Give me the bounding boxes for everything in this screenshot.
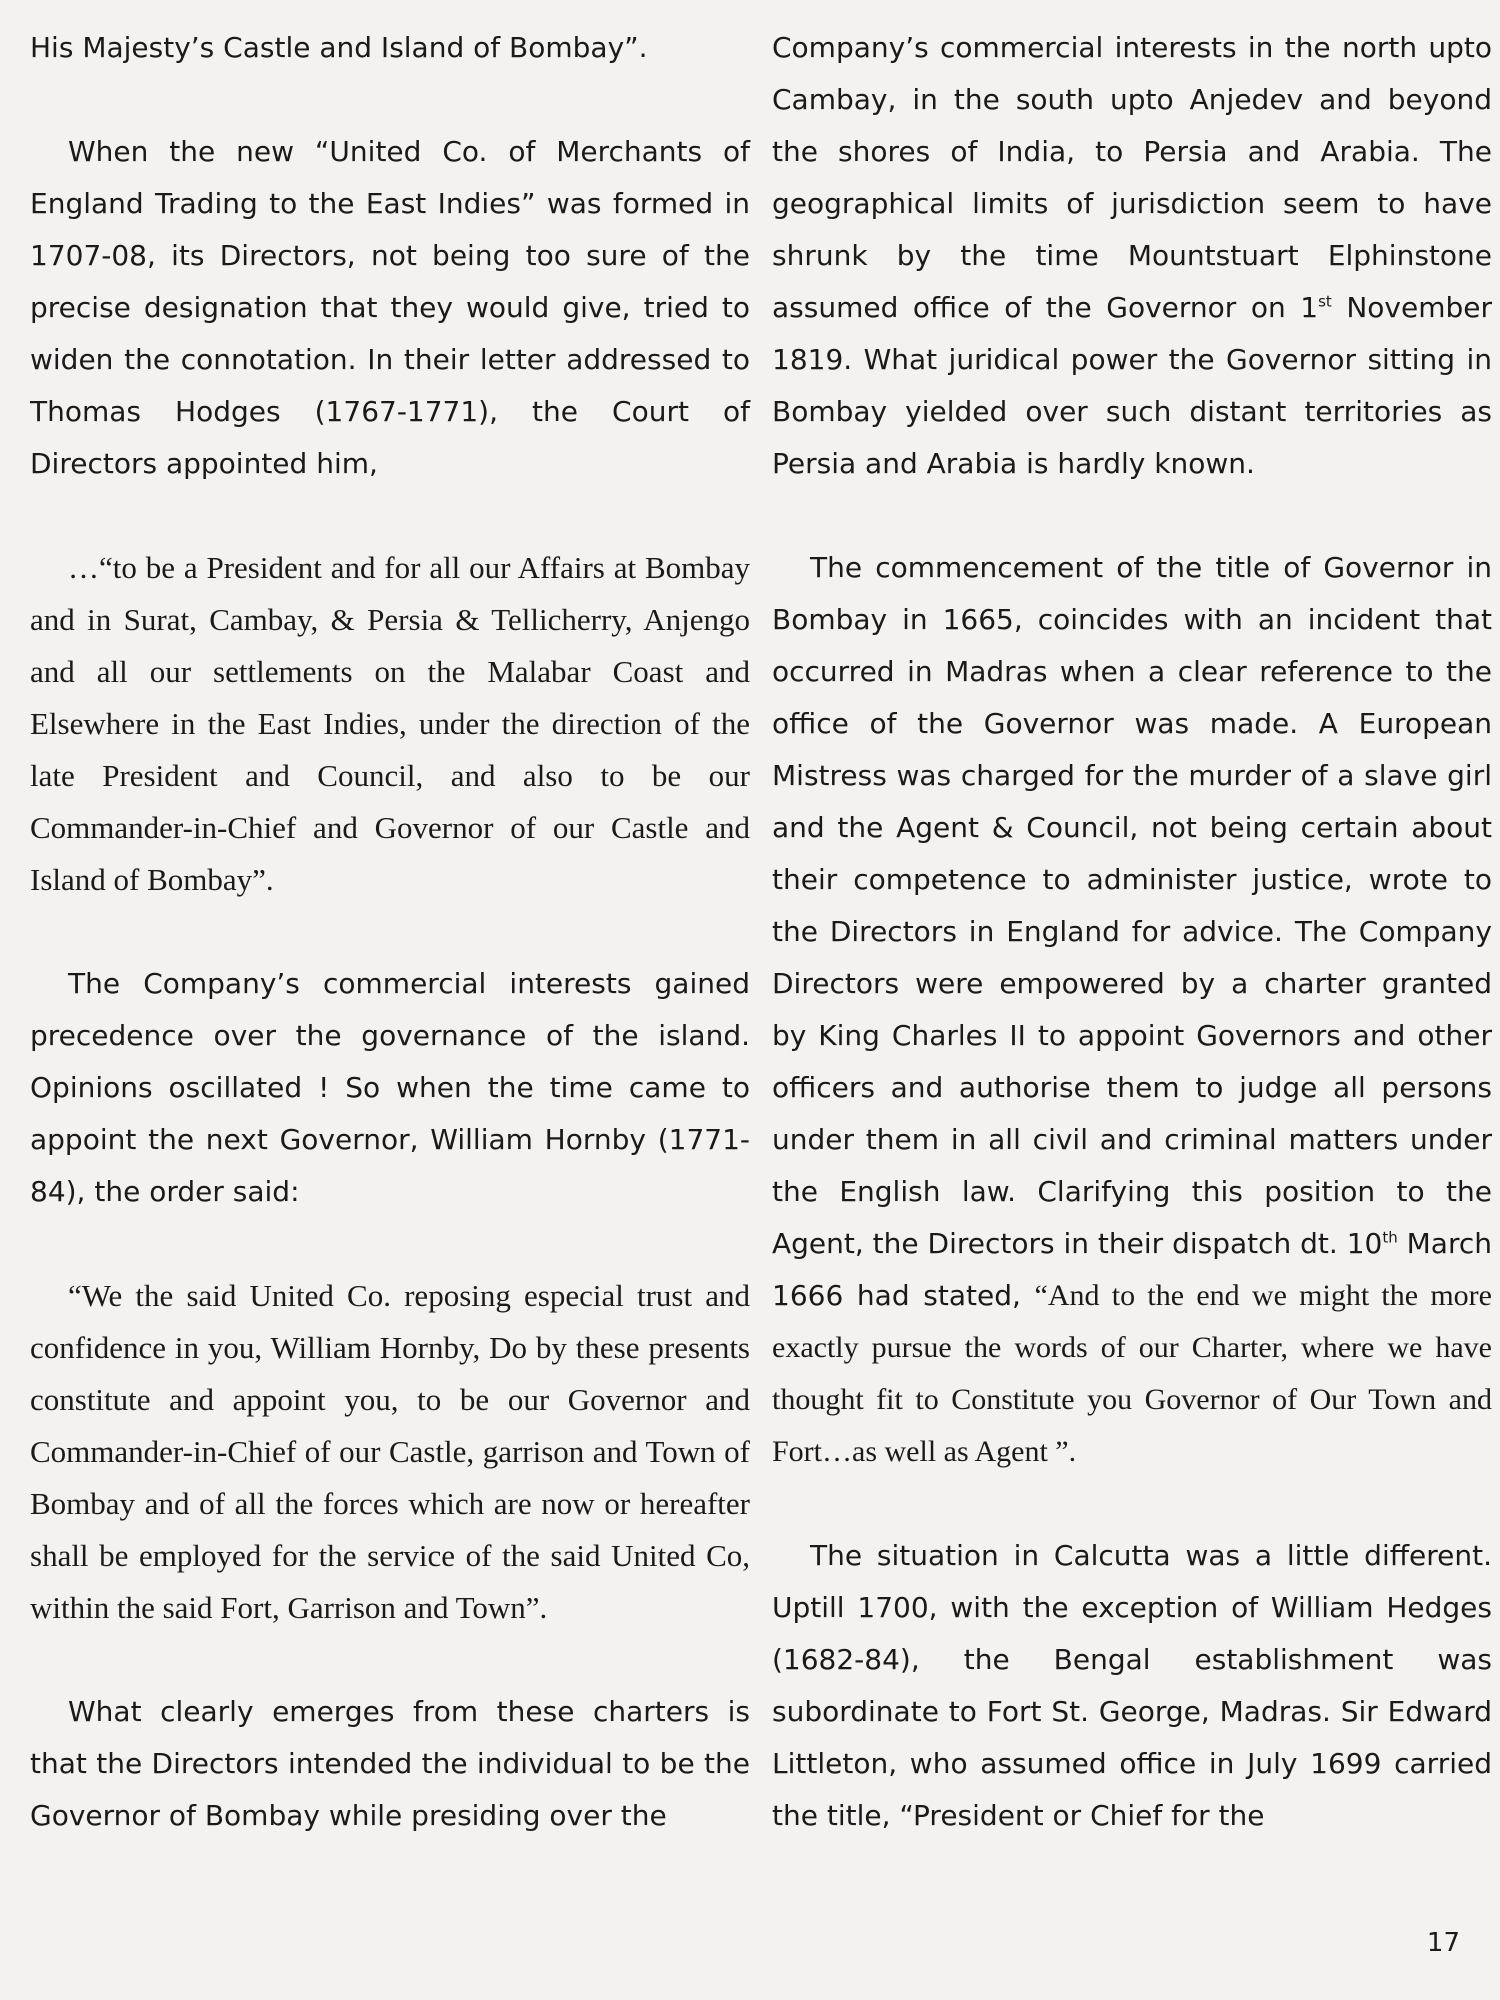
left-quote-2: “We the said United Co. reposing especial trust and confidence in you, William Hornby, Do by these presents constitute and appoint you, to be our Governor and Commander-in-Chief of our Castle, garrison and Town of Bombay and of all the forces which are now or hereafter shall be employed for the service of the said United Co, within the said Fort, Garrison and Town”.: [30, 1278, 750, 1625]
right-paragraph-1-text-a: Company’s commercial interests in the north upto Cambay, in the south upto Anjedev and beyond the shores of India, to Persia and Arabia. The geographical limits of jurisdiction seem to have shrunk by the time Mountstuart Elphinstone assumed office of the Governor on 1: [772, 31, 1492, 324]
page-number: 17: [1426, 1928, 1460, 1958]
left-paragraph-1: His Majesty’s Castle and Island of Bombay”.: [30, 31, 648, 64]
right-paragraph-2-text-b: March 1666 had stated,: [772, 1227, 1492, 1312]
ordinal-suffix: th: [1382, 1228, 1398, 1247]
right-paragraph-2-text-a: The commencement of the title of Governor in Bombay in 1665, coincides with an incident that occurred in Madras when a clear reference to the office of the Governor was made. A European Mistress was charged for the murder of a slave girl and the Agent & Council, not being certain about their competence to administer justice, wrote to the Directors in England for advice. The Company Directors were empowered by a charter granted by King Charles II to appoint Governors and other officers and authorise them to judge all persons under them in all civil and criminal matters under the English law. Clarifying this position to the Agent, the Directors in their dispatch dt. 10: [772, 551, 1492, 1260]
left-paragraph-3: The Company’s commercial interests gained precedence over the governance of the island. Opinions oscillated ! So when the time came to appoint the next Governor, William Hornby (1771-84), the order said:: [30, 967, 750, 1208]
right-column: [772, 22, 1492, 1842]
left-quote-1: …“to be a President and for all our Affairs at Bombay and in Surat, Cambay, & Persia & Tellicherry, Anjengo and all our settlements on the Malabar Coast and Elsewhere in the East Indies, under the direction of the late President and Council, and also to be our Commander-in-Chief and Governor of our Castle and Island of Bombay”.: [30, 550, 750, 897]
left-paragraph-4: What clearly emerges from these charters is that the Directors intended the individual to be the Governor of Bombay while presiding over the: [30, 1695, 750, 1832]
right-paragraph-1-text-b: November 1819. What juridical power the Governor sitting in Bombay yielded over such distant territories as Persia and Arabia is hardly known.: [772, 291, 1492, 480]
right-paragraph-3: The situation in Calcutta was a little different. Uptill 1700, with the exception of William Hedges (1682-84), the Bengal establishment was subordinate to Fort St. George, Madras. Sir Edward Littleton, who assumed office in July 1699 carried the title, “President or Chief for the: [772, 1539, 1492, 1832]
left-paragraph-2: When the new “United Co. of Merchants of England Trading to the East Indies” was formed in 1707-08, its Directors, not being too sure of the precise designation that they would give, tried to widen the connotation. In their letter addressed to Thomas Hodges (1767-1771), the Court of Directors appointed him,: [30, 135, 750, 480]
right-paragraph-2: [772, 542, 1492, 1478]
right-paragraph-1: [772, 22, 1492, 490]
left-column: [30, 22, 750, 1842]
right-paragraph-2-quote: “And to the end we might the more exactly pursue the words of our Charter, where we have thought fit to Constitute you Governor of Our Town and Fort…as well as Agent ”.: [772, 1279, 1492, 1468]
ordinal-suffix: st: [1318, 292, 1332, 311]
